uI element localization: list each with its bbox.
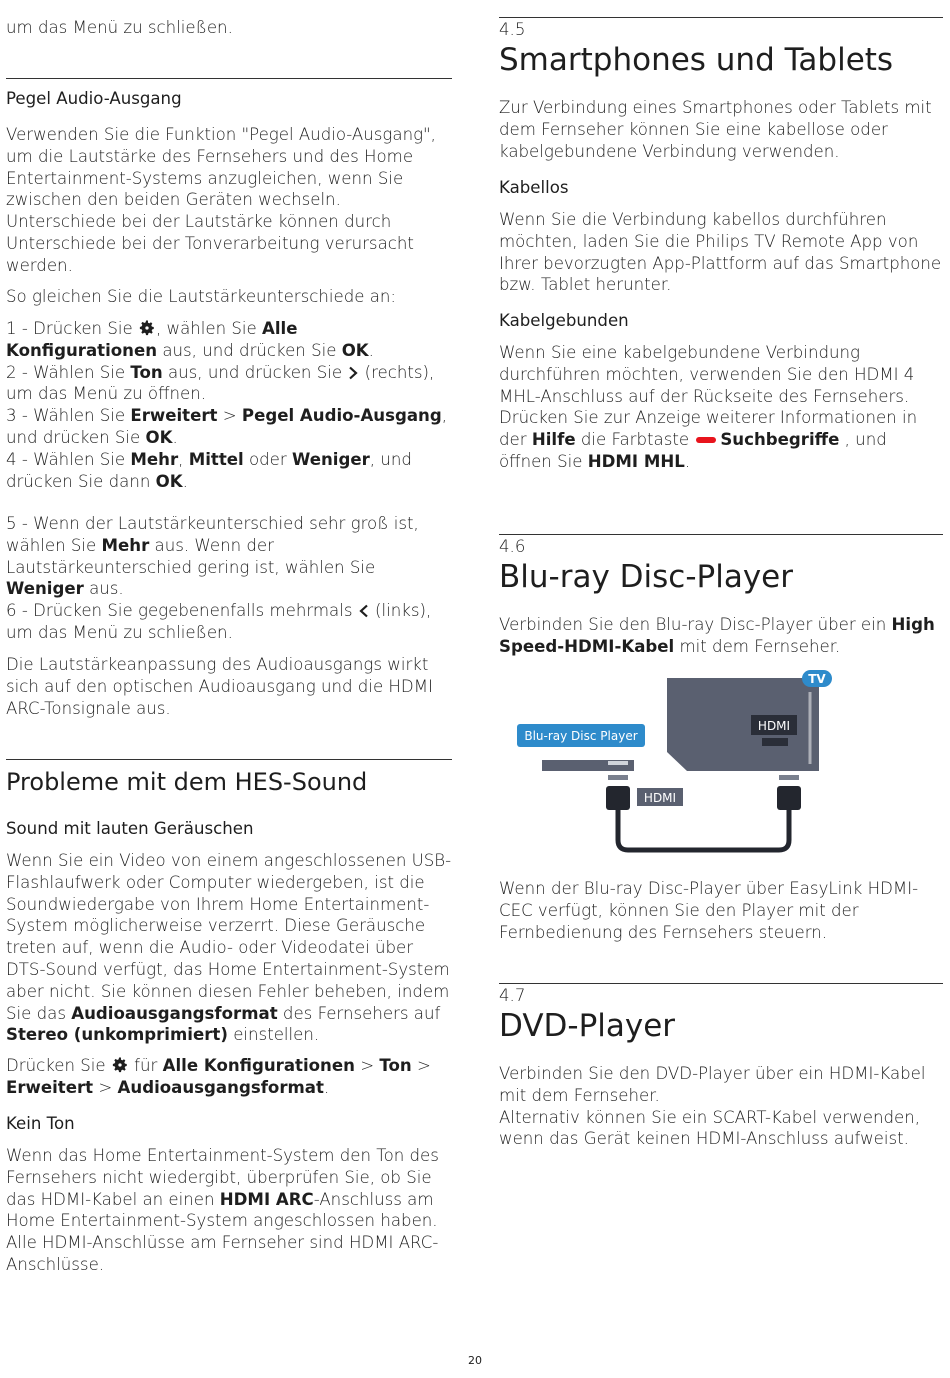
pegel-lead: So gleichen Sie die Lautstärkeunterschiede an: — [6, 287, 397, 306]
red-color-key-icon — [696, 437, 716, 443]
pegel-intro: Verwenden Sie die Funktion "Pegel Audio-Ausgang", um die Lautstärke des Fernsehers und des Home Entertainment-Systems anzugleichen, wenn Sie zwischen den beiden Geräten wechseln. Unterschiede bei der Lautstärke können durch Unterschiede bei der Tonverarbeitung verursacht werden. — [6, 125, 436, 275]
noise-text: Wenn Sie ein Video von einem angeschlossenen USB-Flashlaufwerk oder Computer wiedergeben, ist die Soundwiedergabe von Ihrem Home Entertainment-System möglicherweise verzerrt. Diese Geräusche treten auf, wenn die Audio- oder Videodatei über DTS-Sound verfügt, das Home Entertainment-System aber nicht. Sie können diesen Fehler beheben, indem Sie das Audioausgangsformat des Fernsehers auf Stereo (unkomprimiert) einstellen. — [6, 851, 452, 1045]
chevron-right-icon — [347, 366, 359, 380]
wired-title: Kabelgebunden — [499, 311, 629, 330]
pegel-steps-1-4: 1 - Drücken Sie , wählen Sie Alle Konfigurationen aus, und drücken Sie OK. 2 - Wählen Sie Ton aus, und drücken Sie (rechts), um das Menü zu öffnen. 3 - Wählen Sie Erweitert > Pegel Audio-Ausgang, und drücken Sie OK. 4 - Wählen Sie Mehr, Mittel oder Weniger, und drücken Sie dann OK. — [6, 319, 448, 491]
divider — [6, 759, 452, 760]
player-hdmi-connector — [606, 786, 630, 810]
section-title: Smartphones und Tablets — [499, 42, 894, 78]
s45-intro: Zur Verbindung eines Smartphones oder Tablets mit dem Fernseher können Sie eine kabellose oder kabelgebundene Verbindung verwenden. — [499, 98, 932, 161]
noise-path: Drücken Sie für Alle Konfigurationen > Ton > Erweitert > Audioausgangsformat. — [6, 1056, 431, 1097]
pegel-steps-5-6: 5 - Wenn der Lautstärkeunterschied sehr groß ist, wählen Sie Mehr aus. Wenn der Lautstärkeunterschied gering ist, wählen Sie Weniger aus. 6 - Drücken Sie gegebenenfalls mehrmals (links), um das Menü zu schließen. — [6, 514, 432, 642]
pegel-title: Pegel Audio-Ausgang — [6, 89, 182, 108]
chevron-left-icon — [358, 604, 370, 618]
cable-label: HDMI — [643, 791, 677, 805]
nosound-text: Wenn das Home Entertainment-System den Ton des Fernsehers nicht wiedergibt, überprüfen Sie, ob Sie das HDMI-Kabel an einen HDMI ARC-Anschluss am Home Entertainment-System angeschlossen haben. Alle HDMI-Anschlüsse am Fernseher sind HDMI ARC-Anschlüsse. — [6, 1146, 439, 1274]
hes-title: Probleme mit dem HES-Sound — [6, 768, 368, 796]
divider — [6, 78, 452, 79]
wired-text: Wenn Sie eine kabelgebundene Verbindung durchführen möchten, verwenden Sie den HDMI 4 MHL-Anschluss auf der Rückseite des Fernsehers. Drücken Sie zur Anzeige weiterer Informationen in der Hilfe die Farbtaste Suchbegriffe , und öffnen Sie HDMI MHL. — [499, 343, 918, 471]
tv-hdmi-port-label: HDMI — [757, 719, 791, 733]
gear-icon — [138, 319, 156, 337]
section-number: 4.6 — [499, 537, 526, 556]
gear-icon — [111, 1056, 129, 1074]
section-number: 4.5 — [499, 20, 526, 39]
divider — [499, 983, 943, 984]
divider — [499, 17, 943, 18]
continued-text: um das Menü zu schließen. — [6, 18, 233, 37]
s47-text: Verbinden Sie den DVD-Player über ein HDMI-Kabel mit dem Fernseher. Alternativ können Sie ein SCART-Kabel verwenden, wenn das Gerät keinen HDMI-Anschluss aufweist. — [499, 1064, 926, 1149]
s46-intro: Verbinden Sie den Blu-ray Disc-Player über ein High Speed-HDMI-Kabel mit dem Fernseher. — [499, 615, 935, 656]
s46-outro: Wenn der Blu-ray Disc-Player über EasyLink HDMI-CEC verfügt, können Sie den Player mit der Fernbedienung des Fernsehers steuern. — [499, 879, 919, 942]
section-title: Blu-ray Disc-Player — [499, 559, 793, 595]
noise-title: Sound mit lauten Geräuschen — [6, 819, 254, 838]
section-number: 4.7 — [499, 986, 526, 1005]
tv-label: TV — [808, 672, 826, 686]
pegel-outro: Die Lautstärkeanpassung des Audioausgangs wirkt sich auf den optischen Audioausgang und die HDMI ARC-Tonsignale aus. — [6, 655, 433, 718]
blu-ray-connection-diagram — [499, 668, 843, 858]
divider — [499, 534, 943, 535]
hdmi-cable — [618, 810, 789, 850]
wireless-text: Wenn Sie die Verbindung kabellos durchführen möchten, laden Sie die Philips TV Remote App von Ihrer bevorzugten App-Plattform auf das Smartphone bzw. Tablet herunter. — [499, 210, 942, 295]
tv-hdmi-connector — [777, 786, 801, 810]
wireless-title: Kabellos — [499, 178, 569, 197]
nosound-title: Kein Ton — [6, 1114, 75, 1133]
player-label: Blu-ray Disc Player — [524, 729, 638, 743]
section-title: DVD-Player — [499, 1008, 676, 1044]
page-number: 20 — [468, 1354, 482, 1367]
